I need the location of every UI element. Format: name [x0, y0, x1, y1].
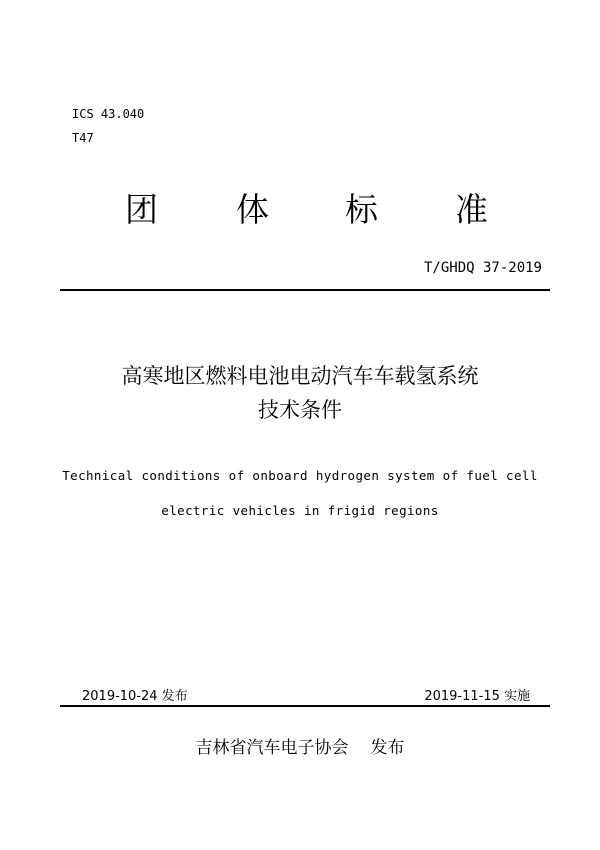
ics-code: ICS 43.040 [72, 107, 145, 121]
title-cn-line1: 高寒地区燃料电池电动汽车车载氢系统 [121, 364, 479, 388]
standard-type-char: 团 [125, 190, 158, 229]
standard-type-char: 标 [345, 190, 378, 229]
title-en-line1: Technical conditions of onboard hydrogen system of fuel cell [62, 468, 538, 483]
standard-type-heading [0, 190, 600, 240]
top-divider [60, 289, 550, 291]
implement-date: 2019-11-15 实施 [424, 689, 530, 704]
title-cn-line2: 技术条件 [258, 398, 342, 422]
standard-type-char: 准 [455, 190, 488, 229]
issuer-name: 吉林省汽车电子协会 [195, 738, 349, 758]
issuer [0, 733, 600, 758]
publish-date: 2019-10-24 发布 [82, 689, 188, 704]
issuer-action: 发布 [370, 738, 405, 758]
standard-type-char: 体 [236, 190, 269, 229]
title-en-line2: electric vehicles in frigid regions [161, 503, 439, 518]
standard-code: T/GHDQ 37-2019 [423, 260, 542, 276]
bottom-divider [60, 705, 550, 707]
classification-code: T47 [72, 131, 94, 145]
